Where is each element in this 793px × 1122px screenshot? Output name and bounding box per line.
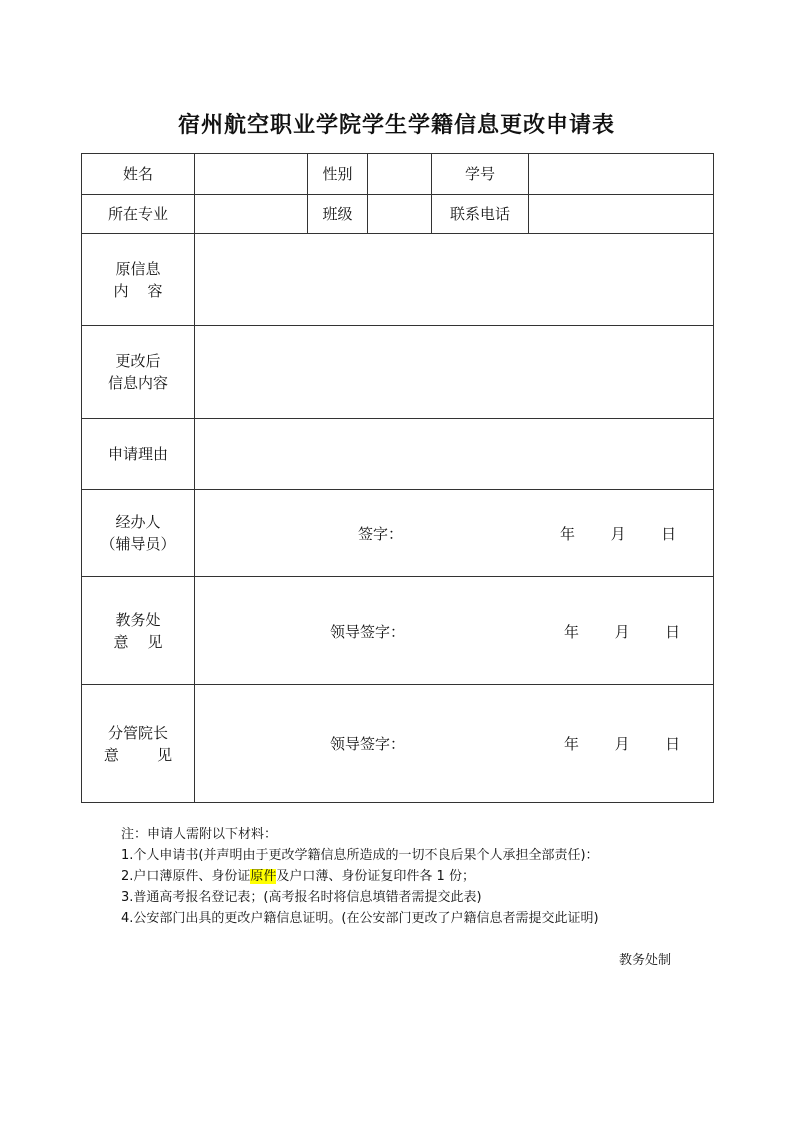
- name-label: 姓名: [82, 154, 195, 195]
- changed-info-label: [82, 326, 195, 419]
- vice-president-sign-label: 领导签字：: [330, 735, 406, 753]
- changed-info-label-line2: 信息内容: [107, 374, 168, 392]
- handler-label: [82, 490, 195, 577]
- handler-label-line2: （辅导员）: [100, 535, 176, 553]
- handler-day-label: 日: [661, 525, 677, 543]
- academic-office-label-line2: 意 见: [113, 632, 163, 651]
- phone-field[interactable]: [529, 195, 714, 234]
- academic-office-label: [82, 577, 195, 685]
- form-title: 宿州航空职业学院学生学籍信息更改申请表: [177, 113, 615, 138]
- phone-label: 联系电话: [432, 195, 529, 234]
- handler-month-label: 月: [610, 525, 626, 543]
- row-changed-info: [82, 326, 714, 419]
- original-info-label-line1: 原信息: [115, 259, 161, 278]
- major-label: 所在专业: [82, 195, 195, 234]
- reason-label: 申请理由: [82, 419, 195, 490]
- row-handler: [82, 490, 714, 577]
- gender-field[interactable]: [368, 154, 432, 195]
- class-label: 班级: [308, 195, 368, 234]
- row-reason: [82, 419, 714, 490]
- application-form-table: [81, 153, 714, 803]
- row-original-info: [82, 234, 714, 326]
- reason-field[interactable]: [195, 419, 714, 490]
- vice-president-year-label: 年: [564, 735, 580, 753]
- row-academic-office: [82, 577, 714, 685]
- student-id-field[interactable]: [529, 154, 714, 195]
- vice-president-sign-cell[interactable]: [195, 685, 714, 803]
- notes-heading: 注：申请人需附以下材料：: [121, 827, 278, 842]
- vice-president-day-label: 日: [665, 735, 681, 753]
- changed-info-field[interactable]: [195, 326, 714, 419]
- notes-item-1: 1.个人申请书(并声明由于更改学籍信息所造成的一切不良后果个人承担全部责任)：: [121, 848, 599, 863]
- notes-item-2-part-b: 及户口薄、身份证复印件各 1 份；: [276, 869, 475, 884]
- handler-sign-label: 签字：: [358, 525, 404, 543]
- vice-president-month-label: 月: [614, 735, 630, 753]
- row-vice-president: [82, 685, 714, 803]
- row-basic-info-1: [82, 154, 714, 195]
- major-field[interactable]: [195, 195, 308, 234]
- changed-info-label-line1: 更改后: [115, 352, 161, 370]
- notes-item-2-part-a: 2.户口薄原件、身份证: [121, 869, 251, 884]
- academic-office-sign-cell[interactable]: [195, 577, 714, 685]
- handler-year-label: 年: [560, 525, 576, 543]
- handler-label-line1: 经办人: [115, 513, 161, 531]
- gender-label: 性别: [308, 154, 368, 195]
- name-field[interactable]: [195, 154, 308, 195]
- notes-item-2: [121, 866, 599, 887]
- row-basic-info-2: [82, 195, 714, 234]
- academic-office-month-label: 月: [614, 623, 630, 641]
- academic-office-label-line1: 教务处: [115, 610, 161, 629]
- class-field[interactable]: [368, 195, 432, 234]
- original-info-label-line2: 内 容: [113, 281, 163, 300]
- notes-item-4: 4.公安部门出具的更改户籍信息证明。(在公安部门更改了户籍信息者需提交此证明): [121, 911, 599, 926]
- student-id-label: 学号: [432, 154, 529, 195]
- original-info-label: [82, 234, 195, 326]
- footer-issuer: 教务处制: [619, 953, 672, 968]
- academic-office-year-label: 年: [564, 623, 580, 641]
- notes-item-2-highlight: 原件: [250, 869, 277, 884]
- vice-president-label-line1: 分管院长: [107, 723, 168, 742]
- handler-sign-cell[interactable]: [195, 490, 714, 577]
- academic-office-sign-label: 领导签字：: [330, 623, 406, 641]
- vice-president-label-line2: 意 见: [103, 745, 173, 764]
- notes-item-3: 3.普通高考报名登记表；(高考报名时将信息填错者需提交此表): [121, 890, 482, 905]
- notes-section: [121, 824, 599, 929]
- vice-president-label: [82, 685, 195, 803]
- academic-office-day-label: 日: [665, 623, 681, 641]
- original-info-field[interactable]: [195, 234, 714, 326]
